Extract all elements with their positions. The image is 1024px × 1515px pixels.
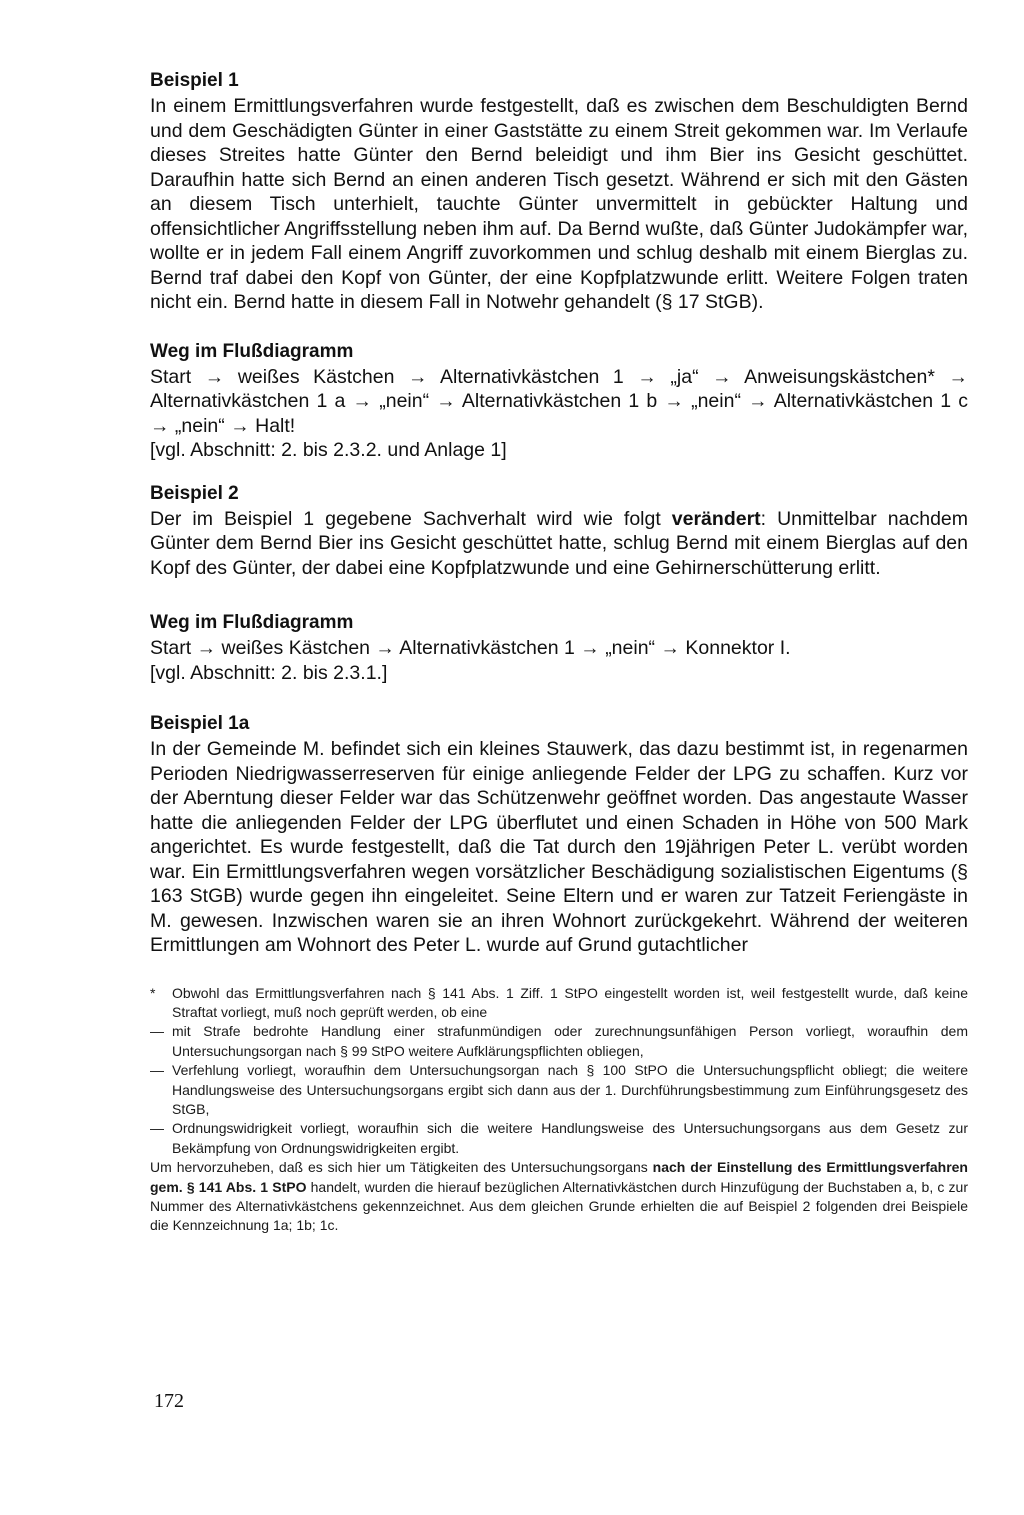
- footnote-dash: —: [150, 1023, 164, 1040]
- flow-path-1-section: [150, 339, 968, 463]
- flow-path-2-text: Start → weißes Kästchen → Alternativkästchen 1 → „nein“ → Konnektor I.: [150, 637, 791, 659]
- flow-path-2-heading: Weg im Flußdiagramm: [150, 612, 354, 633]
- flow-path-1-text: Start → weißes Kästchen → Alternativkästchen 1 → „ja“ → Anweisungskästchen* → Alternativkästchen 1 a → „nein“ → Alternativkästchen 1 b → „nein“ → Alternativkästchen 1 c → „nein“ → Halt!: [150, 365, 968, 437]
- footnote-intro: [150, 984, 968, 1023]
- footnote-closing-before: Um hervorzuheben, daß es sich hier um Tätigkeiten des Untersuchungsorgans: [150, 1159, 653, 1176]
- example-2-text-after: : Unmittelbar nachdem Günter dem Bernd Bier ins Gesicht geschüttet hatte, schlug Bernd mit einem Bierglas auf den Kopf des Günter, der dabei eine Kopfplatzwunde und eine Gehirnerschütterung erlitt.: [150, 507, 969, 579]
- example-2-text-bold: verändert: [671, 507, 761, 530]
- footnote-closing-after: handelt, wurden die hierauf bezüglichen Alternativkästchen durch Hinzufügung der Buchstaben a, b, c zur Nummer des Alternativkästchens gekennzeichnet. Aus dem gleichen Grunde erhielten die auf Beispiel 2 folgenden drei Beispiele die Kennzeichnung 1a; 1b; 1c.: [150, 1178, 968, 1234]
- example-1a-section: [150, 711, 968, 958]
- footnote-item-text: Verfehlung vorliegt, woraufhin dem Untersuchungsorgan nach § 100 StPO die Untersuchungspflicht obliegt; die weitere Handlungsweise des Untersuchungsorgans ergibt sich dann aus der 1. Durchführungsbestimmung zum Einführungsgesetz des StGB,: [172, 1062, 968, 1117]
- footnote-list-item: [150, 1022, 968, 1061]
- example-1-text: In einem Ermittlungsverfahren wurde festgestellt, daß es zwischen dem Beschuldigten Bernd und dem Geschädigten Günter in einer Gaststätte zu einem Streit gekommen war. Im Verlaufe dieses Streites hatte Günter den Bernd beleidigt und ihm Bier ins Gesicht geschüttet. Daraufhin hatte sich Bernd an einen anderen Tisch gesetzt. Während er sich mit den Gästen an diesem Tisch unterhielt, tauchte Günter unvermittelt in gebückter Haltung und offensichtlicher Angriffsstellung neben ihm auf. Da Bernd wußte, daß Günter Judokämpfer war, wollte er in jedem Fall einem Angriff zuvorkommen und schlug deshalb mit einem Bierglas zu. Bernd traf dabei den Kopf von Günter, der eine Kopfplatzwunde erlitt. Weitere Folgen traten nicht ein. Bernd hatte in diesem Fall in Notwehr gehandelt (§ 17 StGB).: [150, 95, 968, 313]
- footnote-closing: [150, 1158, 968, 1236]
- footnote-list-item: [150, 1061, 968, 1119]
- example-1-section: [150, 68, 968, 315]
- page-content: [150, 68, 968, 1236]
- footnote-item-text: Ordnungswidrigkeit vorliegt, woraufhin sich die weitere Handlungsweise des Untersuchungsorgans aus dem Gesetz zur Bekämpfung von Ordnungswidrigkeiten ergibt.: [172, 1120, 968, 1156]
- footnote-asterisk: *: [150, 984, 156, 1001]
- footnote-item-text: mit Strafe bedrohte Handlung einer strafunmündigen oder zurechnungsunfähigen Person vorliegt, woraufhin dem Untersuchungsorgan nach § 99 StPO weitere Aufklärungspflichten obliegen,: [172, 1023, 968, 1059]
- flow-path-2-reference: [vgl. Abschnitt: 2. bis 2.3.1.]: [150, 661, 388, 684]
- flow-path-1-heading: Weg im Flußdiagramm: [150, 340, 354, 362]
- example-2-section: [150, 481, 968, 581]
- flow-path-2-section: [150, 610, 968, 685]
- footnotes: [150, 984, 968, 1236]
- footnote-closing-bold: nach der Einstellung des Ermittlungsverfahren gem. § 141 Abs. 1 StPO: [150, 1159, 968, 1195]
- page-number: 172: [154, 1390, 184, 1412]
- example-2-text-before: Der im Beispiel 1 gegebene Sachverhalt wird wie folgt: [150, 507, 672, 530]
- example-1a-heading: Beispiel 1a: [150, 713, 250, 734]
- flow-path-1-reference: [vgl. Abschnitt: 2. bis 2.3.2. und Anlage 1]: [150, 439, 507, 461]
- example-1-heading: Beispiel 1: [150, 70, 239, 91]
- example-2-heading: Beispiel 2: [150, 482, 239, 504]
- footnote-list-item: [150, 1119, 968, 1158]
- example-2-text: [150, 507, 968, 581]
- footnote-dash: —: [150, 1062, 164, 1079]
- example-1a-text: In der Gemeinde M. befindet sich ein kleines Stauwerk, das dazu bestimmt ist, in regenarmen Perioden Niedrigwasserreserven für einige anliegende Felder der LPG zu schaffen. Kurz vor der Aberntung dieser Felder war das Schützenwehr geöffnet worden. Das angestaute Wasser hatte die anliegenden Felder der LPG überflutet und einen Schaden in Höhe von 500 Mark angerichtet. Es wurde festgestellt, daß die Tat durch den 19jährigen Peter L. verübt worden war. Ein Ermittlungsverfahren wegen vorsätzlicher Beschädigung sozialistischen Eigentums (§ 163 StGB) wurde gegen ihn eingeleitet. Seine Eltern und er waren zur Tatzeit Feriengäste in M. gewesen. Inzwischen waren sie an ihren Wohnort zurückgekehrt. Während der weiteren Ermittlungen am Wohnort des Peter L. wurde auf Grund gutachtlicher: [150, 738, 968, 956]
- footnote-dash: —: [150, 1120, 164, 1137]
- footnote-intro-text: Obwohl das Ermittlungsverfahren nach § 141 Abs. 1 Ziff. 1 StPO eingestellt worden ist, weil festgestellt wurde, daß keine Straftat vorliegt, muß noch geprüft werden, ob eine: [172, 984, 968, 1020]
